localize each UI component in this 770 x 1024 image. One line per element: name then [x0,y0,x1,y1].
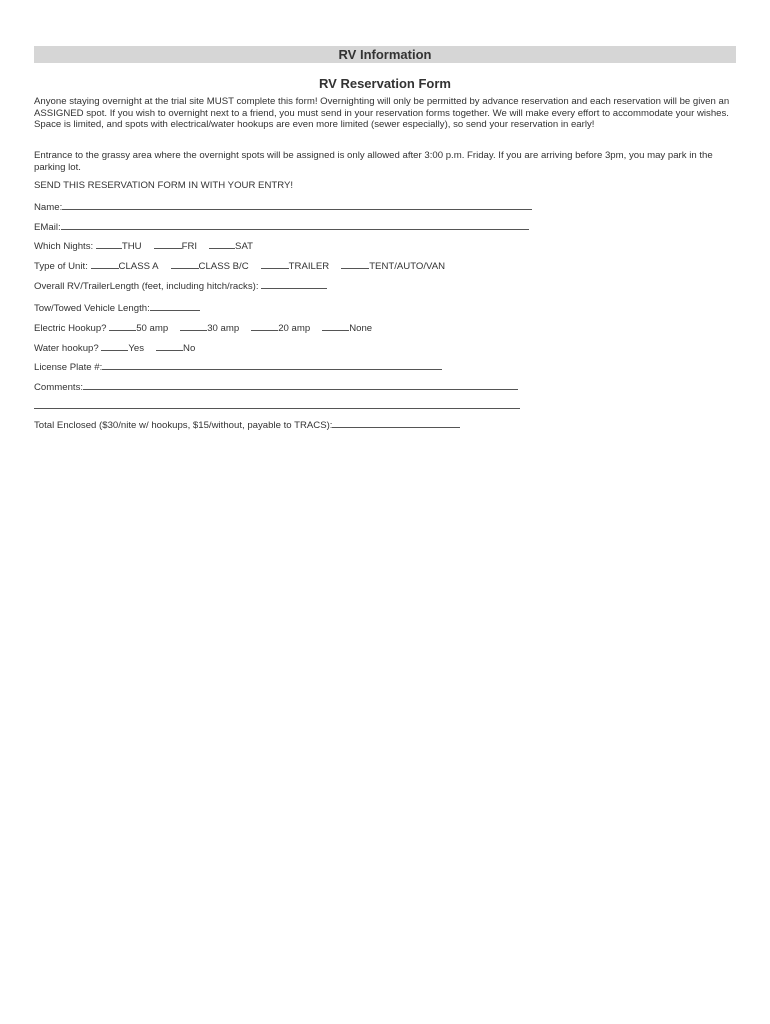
length-row [34,279,327,293]
unit-class-bc-label: CLASS B/C [198,261,249,272]
name-field[interactable] [62,200,532,210]
unit-class-bc-blank[interactable] [171,259,199,269]
water-yes-label: Yes [128,343,145,354]
water-option-yes [101,341,144,355]
unit-class-a-label: CLASS A [118,261,159,272]
section-header [34,46,736,63]
length-field[interactable] [261,279,327,289]
night-thu-label: THU [121,241,142,252]
unit-class-a-blank[interactable] [91,259,119,269]
email-row [34,220,529,234]
name-label: Name: [34,202,63,213]
comments-row [34,380,518,394]
night-option-thu [96,239,142,253]
length-label: Overall RV/TrailerLength (feet, including hitch/racks): [34,281,259,292]
night-fri-blank[interactable] [154,239,182,249]
entrance-note: Entrance to the grassy area where the overnight spots will be assigned is only allowed after 3:00 p.m. Friday. If you are arriving before 3pm, you may park in the parking lot. [34,150,713,173]
unit-trailer-blank[interactable] [261,259,289,269]
night-sat-label: SAT [235,241,253,252]
electric-label: Electric Hookup? [34,323,107,334]
plate-row [34,360,442,374]
towed-row [34,301,200,315]
water-row [34,341,195,355]
electric-option-30 [180,321,239,335]
comments-field[interactable] [83,380,518,390]
electric-30-blank[interactable] [180,321,207,331]
electric-option-50 [109,321,168,335]
total-row [34,418,460,432]
night-option-fri [154,239,197,253]
unit-trailer-label: TRAILER [288,261,330,272]
send-note: SEND THIS RESERVATION FORM IN WITH YOUR ENTRY! [34,180,294,191]
electric-50-blank[interactable] [109,321,136,331]
total-field[interactable] [332,418,460,428]
electric-20-label: 20 amp [278,323,311,334]
towed-label: Tow/Towed Vehicle Length: [34,303,150,314]
electric-20-blank[interactable] [251,321,278,331]
email-field[interactable] [61,220,529,230]
electric-row [34,321,372,335]
unit-option-class-a [91,259,159,273]
water-yes-blank[interactable] [101,341,128,351]
unit-tent-label: TENT/AUTO/VAN [369,261,446,272]
comments-label: Comments: [34,382,84,393]
unit-row [34,259,445,273]
form-title: RV Reservation Form [319,76,451,91]
electric-none-blank[interactable] [322,321,349,331]
electric-50-label: 50 amp [136,323,169,334]
comments-row-2 [34,399,520,413]
water-option-no [156,341,195,355]
electric-option-none [322,321,372,335]
night-option-sat [209,239,253,253]
intro-paragraph: Anyone staying overnight at the trial site MUST complete this form! Overnighting will only be permitted by advance reservation and each reservation will be given an ASSIGNED spot. If you wish to overnight next to a friend, you must send in your reservation forms together. We will make every effort to accommodate your wishes. Space is limited, and spots with electrical/water hookups are even more limited (sewer especially), so send your reservation in early! [34,96,730,130]
nights-label: Which Nights: [34,241,94,252]
plate-label: License Plate #: [34,362,103,373]
total-label: Total Enclosed ($30/nite w/ hookups, $15/without, payable to TRACS): [34,420,333,431]
nights-row [34,239,253,253]
unit-label: Type of Unit: [34,261,88,272]
water-label: Water hookup? [34,343,99,354]
unit-option-tent [341,259,445,273]
water-no-label: No [183,343,196,354]
unit-tent-blank[interactable] [341,259,369,269]
comments-field-line-2[interactable] [34,399,520,409]
night-fri-label: FRI [181,241,198,252]
night-sat-blank[interactable] [209,239,235,249]
email-label: EMail: [34,222,61,233]
unit-option-class-bc [171,259,249,273]
water-no-blank[interactable] [156,341,183,351]
night-thu-blank[interactable] [96,239,122,249]
name-row [34,200,532,214]
towed-field[interactable] [150,301,200,311]
section-header-title: RV Information [338,47,432,62]
unit-option-trailer [261,259,330,273]
electric-30-label: 30 amp [207,323,240,334]
plate-field[interactable] [102,360,442,370]
electric-none-label: None [349,323,373,334]
electric-option-20 [251,321,310,335]
